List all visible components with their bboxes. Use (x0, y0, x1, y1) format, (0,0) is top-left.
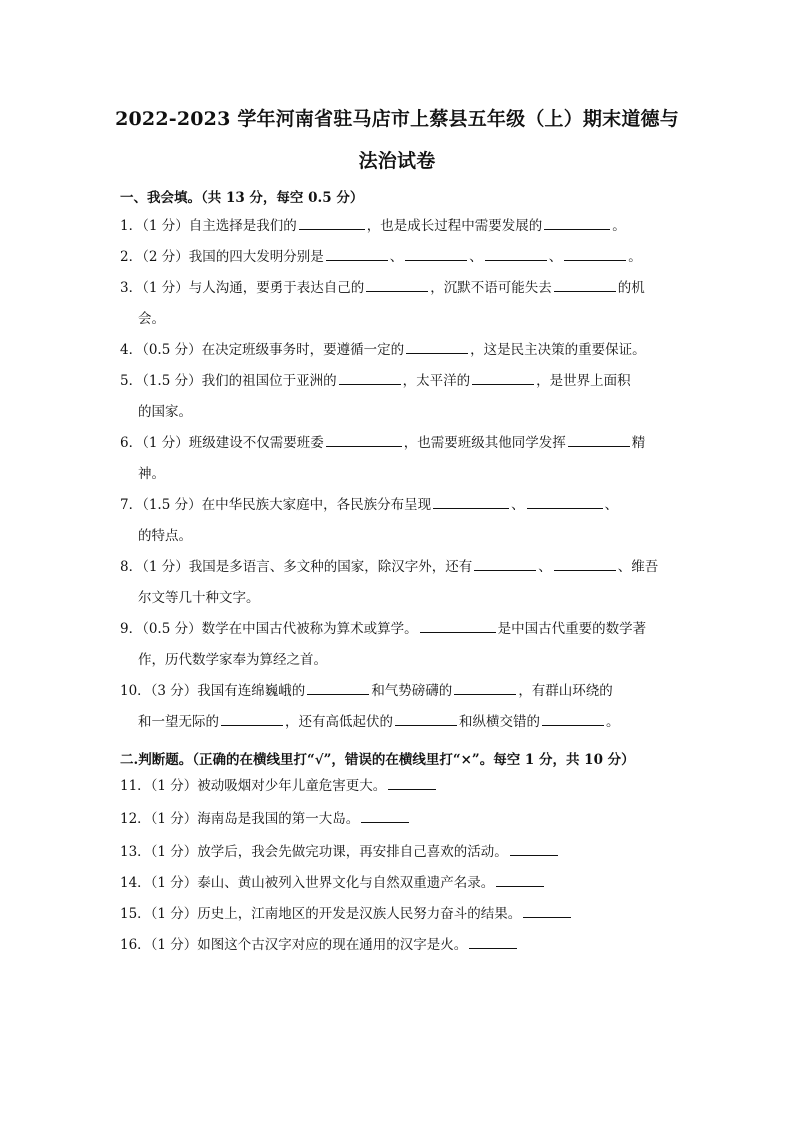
answer-blank[interactable] (554, 555, 616, 571)
q1-text-b: ，也是成长过程中需要发展的 (366, 218, 543, 234)
q8-text-c: 、维吾 (617, 559, 659, 575)
question-2 (120, 242, 680, 273)
q3-text-b: ，沉默不语可能失去 (430, 280, 552, 296)
answer-blank[interactable] (405, 245, 467, 261)
q12-text: 12．（1 分）海南岛是我国的第一大岛。 (120, 811, 360, 827)
q2-text-end: 。 (628, 249, 642, 265)
q5-text-d: 的国家。 (138, 404, 192, 420)
q9-text-d: 作，历代数学家奉为算经之首。 (138, 652, 327, 668)
q10-text-g: 。 (606, 714, 620, 730)
answer-blank[interactable] (564, 245, 626, 261)
answer-blank[interactable] (339, 369, 401, 385)
answer-blank[interactable] (474, 555, 536, 571)
answer-blank[interactable] (361, 807, 409, 823)
separator: 、 (548, 249, 563, 265)
answer-blank[interactable] (395, 710, 457, 726)
question-8 (120, 552, 680, 614)
section-1-heading: 一、我会填。（共 13 分，每空 0.5 分） (120, 190, 364, 206)
question-10 (120, 676, 680, 738)
q4-text-a: 4．（0.5 分）在决定班级事务时，要遵循一定的 (120, 342, 405, 358)
q6-text-b: ，也需要班级其他同学发挥 (403, 435, 566, 451)
question-5 (120, 366, 680, 428)
answer-blank[interactable] (406, 338, 468, 354)
question-9 (120, 614, 680, 676)
answer-blank[interactable] (472, 369, 534, 385)
answer-blank[interactable] (420, 617, 496, 633)
q10-text-f: 和纵横交错的 (459, 714, 540, 730)
answer-blank[interactable] (510, 840, 558, 856)
q6-text-c: 精 (631, 435, 646, 451)
separator: 、 (538, 559, 552, 575)
q3-text-a: 3．（1 分）与人沟通，要勇于表达自己的 (120, 280, 365, 296)
answer-blank[interactable] (433, 493, 509, 509)
q15-text: 15．（1 分）历史上，江南地区的开发是汉族人民努力奋斗的结果。 (120, 906, 522, 922)
answer-blank[interactable] (366, 276, 428, 292)
answer-blank[interactable] (527, 493, 603, 509)
q3-text-d: 会。 (138, 311, 165, 327)
question-12 (120, 804, 680, 835)
q14-text: 14．（1 分）泰山、黄山被列入世界文化与自然双重遗产名录。 (120, 875, 495, 891)
answer-blank[interactable] (469, 933, 517, 949)
q10-text-c: ，有群山环绕的 (518, 683, 613, 699)
q11-text: 11．（1 分）被动吸烟对少年儿童危害更大。 (120, 778, 387, 794)
question-3 (120, 273, 680, 335)
section-2-heading: 二.判断题。（正确的在横线里打“√”，错误的在横线里打“×”。每空 1 分，共 10 分） (120, 752, 635, 768)
q16-text: 16．（1 分）如图这个古汉字对应的现在通用的汉字是火。 (120, 937, 468, 953)
question-1 (120, 211, 680, 242)
q8-text-a: 8．（1 分）我国是多语言、多文种的国家，除汉字外，还有 (120, 559, 473, 575)
q6-text-d: 神。 (138, 466, 165, 482)
q7-text-a: 7．（1.5 分）在中华民族大家庭中，各民族分布呈现 (120, 497, 432, 513)
q1-text-a: 1．（1 分）自主选择是我们的 (120, 218, 297, 234)
q6-text-a: 6．（1 分）班级建设不仅需要班委 (120, 435, 324, 451)
answer-blank[interactable] (326, 431, 402, 447)
answer-blank[interactable] (299, 214, 365, 230)
q7-text-d: 的特点。 (138, 528, 192, 544)
answer-blank[interactable] (568, 431, 630, 447)
answer-blank[interactable] (485, 245, 547, 261)
question-4 (120, 335, 680, 366)
q5-text-b: ，太平洋的 (402, 373, 471, 389)
q1-text-c: 。 (612, 218, 626, 234)
answer-blank[interactable] (542, 710, 604, 726)
separator: 、 (604, 497, 619, 513)
answer-blank[interactable] (544, 214, 610, 230)
q5-text-c: ，是世界上面积 (536, 373, 631, 389)
q10-text-e: ，还有高低起伏的 (285, 714, 393, 730)
q13-text: 13．（1 分）放学后，我会先做完功课，再安排自己喜欢的活动。 (120, 844, 508, 860)
question-16 (120, 930, 680, 961)
separator: 、 (389, 249, 404, 265)
q10-text-a: 10．（3 分）我国有连绵巍峨的 (120, 683, 306, 699)
question-11 (120, 771, 680, 802)
title-line-1: 2022-2023 学年河南省驻马店市上蔡县五年级（上）期末道德与 (115, 108, 679, 130)
answer-blank[interactable] (554, 276, 616, 292)
q10-text-b: 和气势磅礴的 (371, 683, 453, 699)
question-13 (120, 837, 680, 868)
q2-text-a: 2．（2 分）我国的四大发明分别是 (120, 249, 324, 265)
q9-text-a: 9．（0.5 分）数学在中国古代被称为算术或算学。 (120, 621, 418, 637)
question-6 (120, 428, 680, 490)
separator: 、 (469, 249, 483, 265)
answer-blank[interactable] (523, 902, 571, 918)
q5-text-a: 5．（1.5 分）我们的祖国位于亚洲的 (120, 373, 337, 389)
answer-blank[interactable] (388, 774, 436, 790)
title-line-2: 法治试卷 (358, 150, 436, 172)
answer-blank[interactable] (326, 245, 388, 261)
question-7 (120, 490, 680, 552)
question-14 (120, 868, 680, 899)
q10-text-d: 和一望无际的 (138, 714, 219, 730)
answer-blank[interactable] (454, 679, 516, 695)
answer-blank[interactable] (307, 679, 369, 695)
q8-text-d: 尔文等几十种文字。 (138, 590, 260, 606)
q9-text-b: 是中国古代重要的数学著 (497, 621, 647, 637)
q3-text-c: 的机 (617, 280, 645, 296)
answer-blank[interactable] (496, 871, 544, 887)
separator: 、 (511, 497, 525, 513)
q4-text-b: ，这是民主决策的重要保证。 (470, 342, 646, 358)
question-15 (120, 899, 680, 930)
answer-blank[interactable] (221, 710, 283, 726)
